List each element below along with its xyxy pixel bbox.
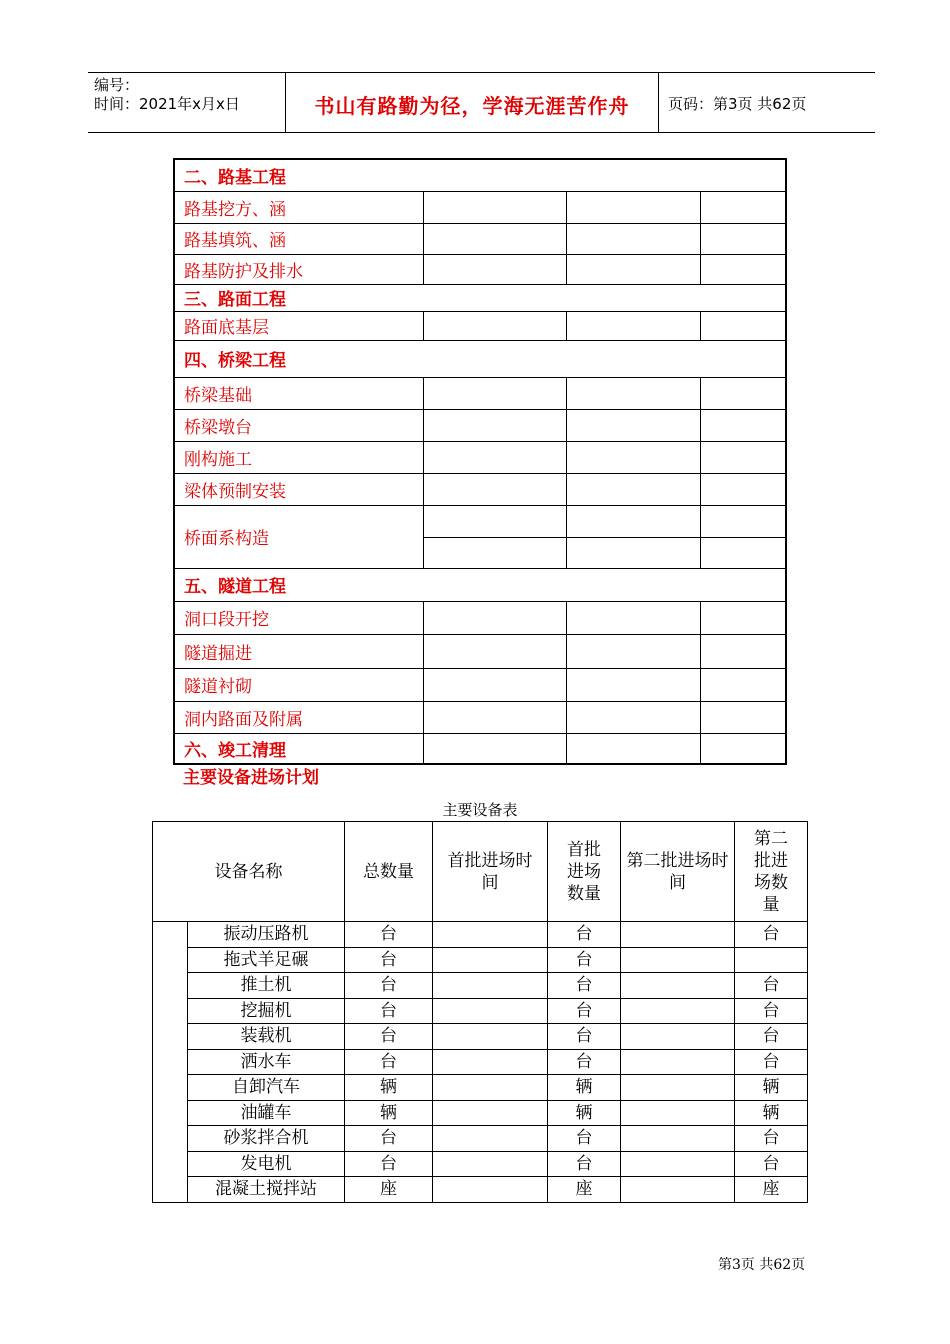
equipment-second-batch-time	[621, 922, 735, 948]
header-meta	[94, 76, 240, 114]
schedule-section-label: 二、路基工程	[174, 159, 786, 191]
schedule-item-label: 桥梁墩台	[174, 409, 423, 441]
header-number: 编号：	[94, 76, 140, 94]
schedule-cell	[700, 634, 786, 668]
header-first-batch-time: 首批进场时间	[433, 822, 548, 922]
schedule-row	[174, 733, 786, 764]
schedule-cell	[566, 223, 700, 254]
equipment-name: 拖式羊足碾	[188, 947, 345, 973]
equipment-name: 自卸汽车	[188, 1075, 345, 1101]
schedule-cell	[423, 223, 566, 254]
schedule-cell	[423, 377, 566, 409]
schedule-row	[174, 473, 786, 505]
schedule-row	[174, 311, 786, 340]
equipment-name: 挖掘机	[188, 998, 345, 1024]
equipment-second-batch-quantity: 座	[735, 1177, 808, 1203]
schedule-cell	[423, 701, 566, 733]
equipment-first-batch-time	[433, 922, 548, 948]
schedule-item-label: 路基挖方、涵	[174, 191, 423, 223]
schedule-section-label: 五、隧道工程	[174, 568, 786, 601]
schedule-cell	[423, 601, 566, 634]
equipment-first-batch-quantity: 台	[548, 1049, 621, 1075]
equipment-total-quantity: 台	[345, 973, 433, 999]
equipment-row	[153, 973, 808, 999]
equipment-second-batch-quantity	[735, 947, 808, 973]
equipment-second-batch-time	[621, 1177, 735, 1203]
equipment-second-batch-time	[621, 1126, 735, 1152]
equipment-second-batch-quantity: 台	[735, 1024, 808, 1050]
equipment-first-batch-time	[433, 1075, 548, 1101]
equipment-second-batch-quantity: 辆	[735, 1075, 808, 1101]
header-second-batch-quantity: 第二批进场数量	[735, 822, 808, 922]
equipment-second-batch-time	[621, 1100, 735, 1126]
equipment-total-quantity: 台	[345, 1049, 433, 1075]
schedule-cell	[700, 223, 786, 254]
schedule-cell	[700, 441, 786, 473]
equipment-second-batch-quantity: 台	[735, 1151, 808, 1177]
header-second-batch-time: 第二批进场时间	[621, 822, 735, 922]
schedule-cell	[566, 254, 700, 284]
schedule-cell	[423, 733, 566, 764]
schedule-item-label: 路基防护及排水	[174, 254, 423, 284]
equipment-second-batch-quantity: 台	[735, 922, 808, 948]
equipment-section-heading: 主要设备进场计划	[183, 768, 319, 788]
equipment-second-batch-time	[621, 1024, 735, 1050]
schedule-cell	[423, 473, 566, 505]
schedule-cell	[566, 473, 700, 505]
schedule-cell	[566, 505, 700, 537]
schedule-cell	[700, 601, 786, 634]
equipment-first-batch-quantity: 台	[548, 973, 621, 999]
equipment-first-batch-time	[433, 947, 548, 973]
schedule-row	[174, 191, 786, 223]
schedule-row	[174, 377, 786, 409]
equipment-second-batch-time	[621, 1075, 735, 1101]
schedule-item-label: 刚构施工	[174, 441, 423, 473]
schedule-item-label: 桥梁基础	[174, 377, 423, 409]
equipment-second-batch-quantity: 台	[735, 973, 808, 999]
schedule-cell	[566, 409, 700, 441]
schedule-section-label: 四、桥梁工程	[174, 340, 786, 377]
schedule-cell	[423, 191, 566, 223]
schedule-item-label: 洞口段开挖	[174, 601, 423, 634]
equipment-total-quantity: 台	[345, 947, 433, 973]
equipment-row	[153, 1100, 808, 1126]
equipment-name: 洒水车	[188, 1049, 345, 1075]
equipment-total-quantity: 台	[345, 1126, 433, 1152]
equipment-first-batch-quantity: 台	[548, 1024, 621, 1050]
equipment-name: 油罐车	[188, 1100, 345, 1126]
schedule-cell	[700, 377, 786, 409]
equipment-second-batch-quantity: 辆	[735, 1100, 808, 1126]
equipment-row	[153, 1126, 808, 1152]
header-equipment-name: 设备名称	[153, 822, 345, 922]
equipment-row	[153, 1049, 808, 1075]
equipment-first-batch-quantity: 台	[548, 998, 621, 1024]
schedule-cell	[423, 311, 566, 340]
equipment-name: 砂浆拌合机	[188, 1126, 345, 1152]
equipment-first-batch-quantity: 台	[548, 922, 621, 948]
schedule-cell	[700, 409, 786, 441]
schedule-cell	[566, 377, 700, 409]
equipment-first-batch-time	[433, 1151, 548, 1177]
equipment-total-quantity: 台	[345, 998, 433, 1024]
equipment-total-quantity: 辆	[345, 1100, 433, 1126]
header-first-batch-quantity: 首批进场数量	[548, 822, 621, 922]
equipment-first-batch-time	[433, 973, 548, 999]
equipment-row	[153, 1075, 808, 1101]
schedule-section-row	[174, 284, 786, 311]
equipment-first-batch-quantity: 台	[548, 1126, 621, 1152]
schedule-row	[174, 505, 786, 537]
equipment-row	[153, 947, 808, 973]
schedule-row	[174, 441, 786, 473]
schedule-section-row	[174, 340, 786, 377]
equipment-name: 发电机	[188, 1151, 345, 1177]
equipment-second-batch-quantity: 台	[735, 1049, 808, 1075]
equipment-first-batch-time	[433, 1024, 548, 1050]
schedule-row	[174, 634, 786, 668]
schedule-cell	[423, 254, 566, 284]
equipment-row	[153, 1177, 808, 1203]
schedule-cell	[700, 254, 786, 284]
schedule-cell	[700, 701, 786, 733]
schedule-cell	[423, 409, 566, 441]
schedule-cell	[700, 473, 786, 505]
schedule-cell	[566, 537, 700, 568]
equipment-row	[153, 1151, 808, 1177]
schedule-row	[174, 254, 786, 284]
schedule-item-label: 隧道掘进	[174, 634, 423, 668]
equipment-row	[153, 922, 808, 948]
equipment-second-batch-quantity: 台	[735, 1126, 808, 1152]
equipment-name: 装载机	[188, 1024, 345, 1050]
schedule-item-label: 路面底基层	[174, 311, 423, 340]
schedule-section-row	[174, 568, 786, 601]
equipment-second-batch-time	[621, 947, 735, 973]
equipment-first-batch-quantity: 台	[548, 1151, 621, 1177]
equipment-second-batch-quantity: 台	[735, 998, 808, 1024]
equipment-first-batch-quantity: 台	[548, 947, 621, 973]
page-header	[88, 72, 875, 133]
equipment-table-caption: 主要设备表	[442, 801, 518, 819]
header-motto: 书山有路勤为径，学海无涯苦作舟	[314, 94, 630, 118]
equipment-second-batch-time	[621, 973, 735, 999]
equipment-name: 振动压路机	[188, 922, 345, 948]
equipment-second-batch-time	[621, 998, 735, 1024]
schedule-cell	[566, 701, 700, 733]
schedule-cell	[700, 733, 786, 764]
schedule-cell	[566, 311, 700, 340]
schedule-row	[174, 701, 786, 733]
schedule-cell	[566, 634, 700, 668]
schedule-cell	[423, 505, 566, 537]
schedule-row	[174, 409, 786, 441]
schedule-cell	[566, 601, 700, 634]
equipment-first-batch-quantity: 辆	[548, 1100, 621, 1126]
schedule-cell	[566, 191, 700, 223]
equipment-second-batch-time	[621, 1049, 735, 1075]
equipment-first-batch-time	[433, 1049, 548, 1075]
schedule-section-row	[174, 159, 786, 191]
schedule-row	[174, 668, 786, 701]
schedule-item-label: 桥面系构造	[174, 505, 423, 568]
page-footer: 第3页 共62页	[718, 1257, 806, 1273]
equipment-first-batch-time	[433, 1100, 548, 1126]
equipment-row	[153, 1024, 808, 1050]
schedule-cell	[423, 668, 566, 701]
equipment-total-quantity: 辆	[345, 1075, 433, 1101]
equipment-first-batch-quantity: 座	[548, 1177, 621, 1203]
equipment-table	[152, 821, 808, 1203]
schedule-cell	[566, 733, 700, 764]
schedule-cell	[566, 441, 700, 473]
schedule-item-label: 隧道衬砌	[174, 668, 423, 701]
schedule-cell	[566, 668, 700, 701]
equipment-index-cell	[153, 922, 188, 1203]
schedule-row	[174, 601, 786, 634]
equipment-name: 推土机	[188, 973, 345, 999]
schedule-cell	[700, 537, 786, 568]
schedule-cell	[700, 668, 786, 701]
schedule-cell	[700, 191, 786, 223]
header-divider	[658, 73, 659, 132]
schedule-cell	[700, 505, 786, 537]
equipment-second-batch-time	[621, 1151, 735, 1177]
equipment-first-batch-quantity: 辆	[548, 1075, 621, 1101]
header-total-quantity: 总数量	[345, 822, 433, 922]
schedule-cell	[423, 441, 566, 473]
schedule-section-label: 三、路面工程	[174, 284, 786, 311]
schedule-item-label: 洞内路面及附属	[174, 701, 423, 733]
equipment-total-quantity: 台	[345, 922, 433, 948]
schedule-section-label: 六、竣工清理	[174, 733, 423, 764]
equipment-first-batch-time	[433, 1126, 548, 1152]
schedule-item-label: 梁体预制安装	[174, 473, 423, 505]
schedule-cell	[700, 311, 786, 340]
equipment-first-batch-time	[433, 998, 548, 1024]
equipment-name: 混凝土搅拌站	[188, 1177, 345, 1203]
header-page-number: 页码：第3页 共62页	[668, 95, 807, 113]
schedule-table	[173, 158, 787, 765]
schedule-item-label: 路基填筑、涵	[174, 223, 423, 254]
schedule-row	[174, 223, 786, 254]
equipment-total-quantity: 台	[345, 1024, 433, 1050]
equipment-first-batch-time	[433, 1177, 548, 1203]
schedule-cell	[423, 634, 566, 668]
header-time: 时间：2021年x月x日	[94, 95, 240, 113]
equipment-total-quantity: 台	[345, 1151, 433, 1177]
schedule-cell	[423, 537, 566, 568]
equipment-row	[153, 998, 808, 1024]
equipment-total-quantity: 座	[345, 1177, 433, 1203]
